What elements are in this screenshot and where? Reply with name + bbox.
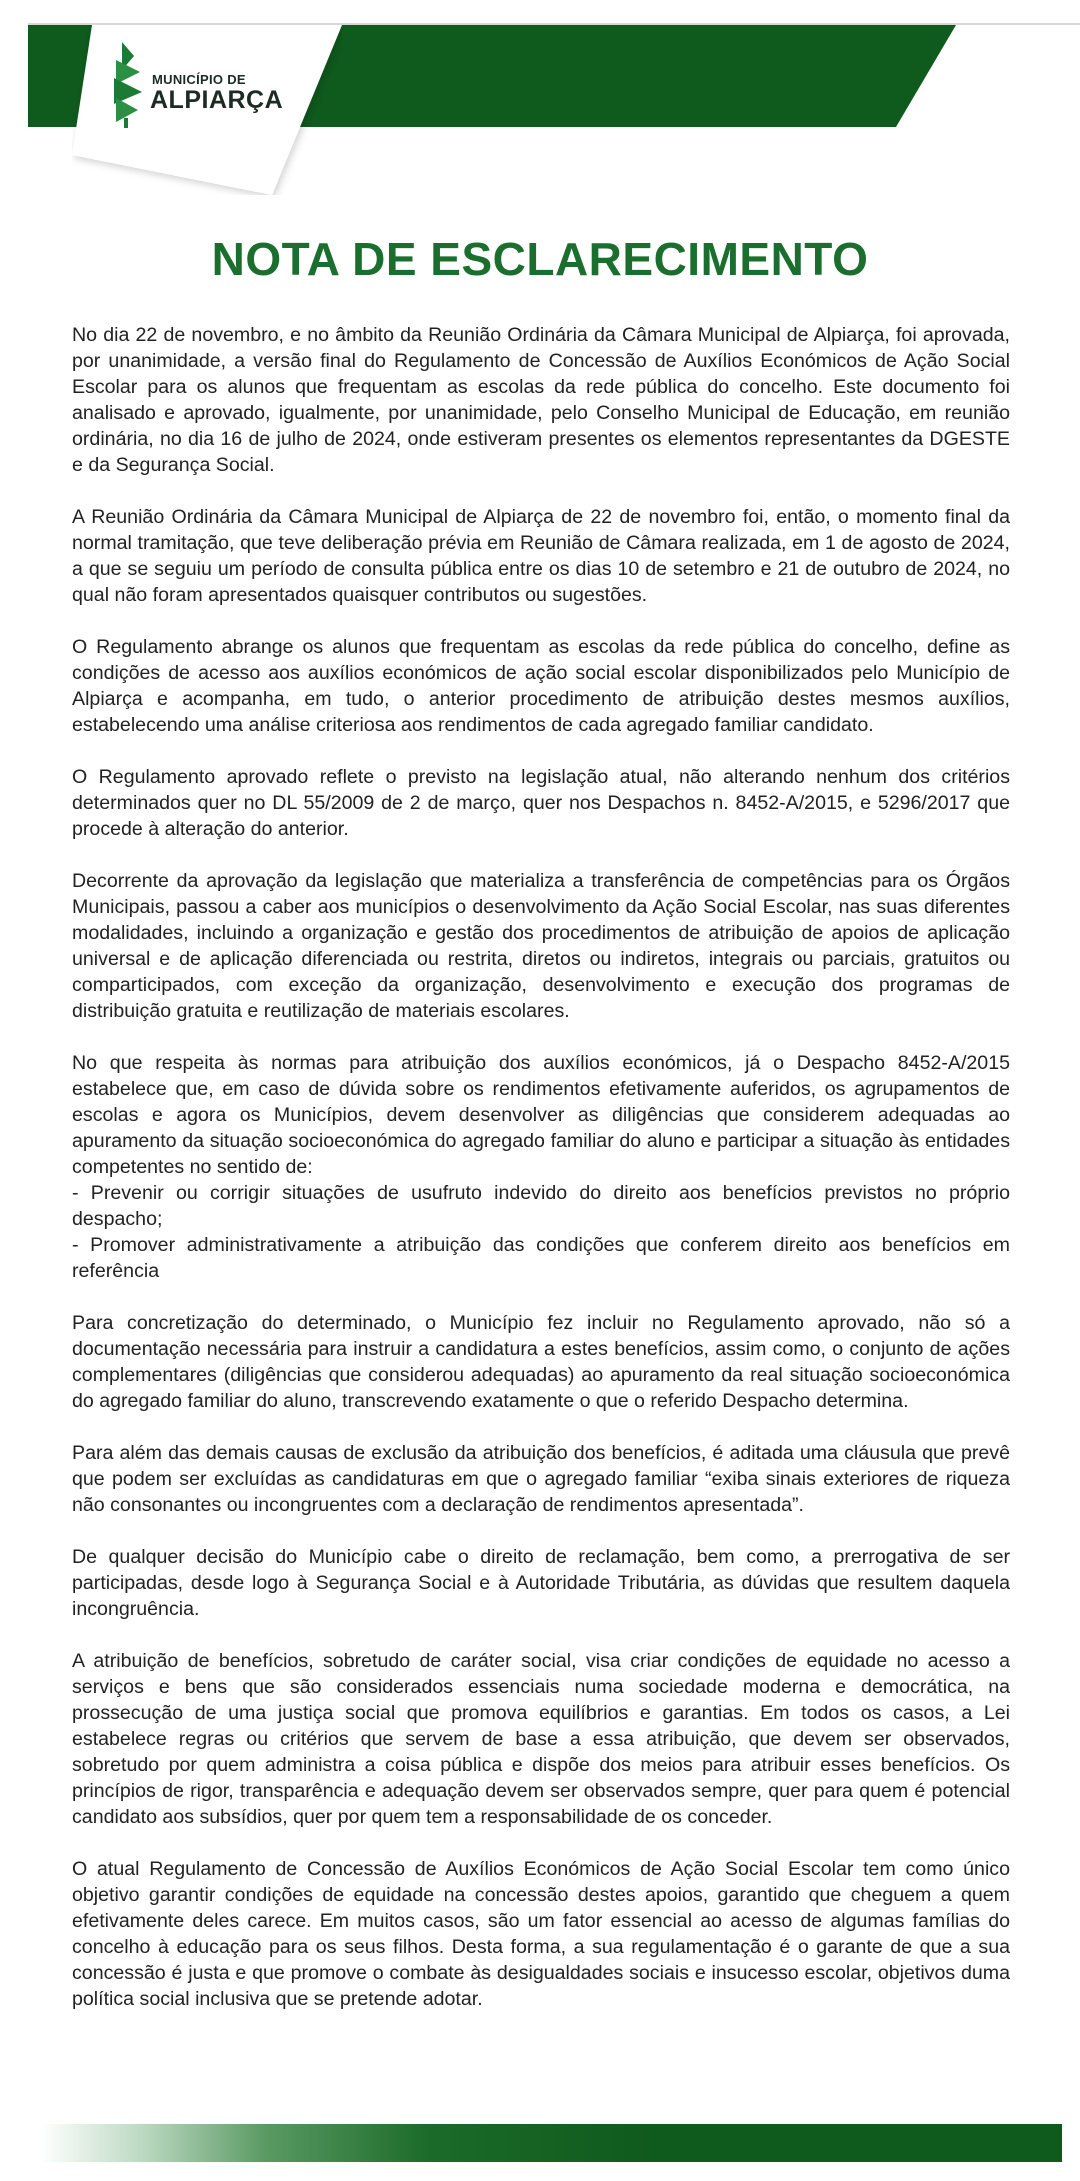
paragraph-complaint-right: De qualquer decisão do Município cabe o direito de reclamação, bem como, a prerrogativa de ser participadas, desde logo à Segurança Social e à Autoridade Tributária, as dúvidas que resultem daquela incongruência. (72, 1546, 1010, 1620)
logo-municipality-prefix: MUNICÍPIO DE (152, 72, 246, 87)
paragraph-norms: No que respeita às normas para atribuição dos auxílios económicos, já o Despacho 8452-A/2015 estabelece que, em caso de dúvida sobre os rendimentos efetivamente auferidos, os agrupamentos de escolas e agora os Municípios, devem desenvolver as diligências que considerem adequadas ao apuramento da situação socioeconómica do agregado familiar do aluno e participar a situação às entidades competentes no sentido de: - Prevenir ou corrigir situações de usufruto indevido do direito aos benefícios previstos no próprio despacho; - Promover administrativamente a atribuição das condições que conferem direito aos benefícios em referência (72, 1052, 1010, 1282)
paragraph-meeting-process: A Reunião Ordinária da Câmara Municipal de Alpiarça de 22 de novembro foi, então, o momento final da normal tramitação, que teve deliberação prévia em Reunião de Câmara realizada, em 1 de agosto de 2024, a que se seguiu um período de consulta pública entre os dias 10 de setembro e 21 de outubro de 2024, no qual não foram apresentados quaisquer contributos ou sugestões. (72, 506, 1010, 606)
paragraph-exclusion-clause: Para além das demais causas de exclusão da atribuição dos benefícios, é aditada uma cláusula que prevê que podem ser excluídas as candidaturas em que o agregado familiar “exiba sinais exteriores de riqueza não consonantes ou incongruentes com a declaração de rendimentos apresentada”. (72, 1442, 1010, 1516)
paragraph-legislation: O Regulamento aprovado reflete o previsto na legislação atual, não alterando nenhum dos critérios determinados quer no DL 55/2009 de 2 de março, quer nos Despachos n. 8452-A/2015, e 5296/2017 que procede à alteração do anterior. (72, 766, 1010, 840)
document-body (72, 322, 1010, 2038)
paragraph-scope: O Regulamento abrange os alunos que frequentam as escolas da rede pública do concelho, define as condições de acesso aos auxílios económicos de ação social escolar disponibilizados pelo Município de Alpiarça e acompanha, em tudo, o anterior procedimento de atribuição destes mesmos auxílios, estabelecendo uma análise criteriosa aos rendimentos de cada agregado familiar candidato. (72, 636, 1010, 736)
logo-municipality-name: ALPIARÇA (150, 86, 284, 114)
paragraph-competences: Decorrente da aprovação da legislação que materializa a transferência de competências para os Órgãos Municipais, passou a caber aos municípios o desenvolvimento da Ação Social Escolar, nas suas diferentes modalidades, incluindo a organização e gestão dos procedimentos de atribuição de apoios de aplicação universal e de aplicação diferenciada ou restrita, diretos ou indiretos, integrais ou parciais, gratuitos ou comparticipados, com exceção da organização, desenvolvimento e execução dos programas de distribuição gratuita e reutilização de materiais escolares. (72, 870, 1010, 1022)
municipality-logo-icon (112, 42, 148, 128)
paragraph-approval: No dia 22 de novembro, e no âmbito da Reunião Ordinária da Câmara Municipal de Alpiarça, foi aprovada, por unanimidade, a versão final do Regulamento de Concessão de Auxílios Económicos de Ação Social Escolar para os alunos que frequentam as escolas da rede pública do concelho. Este documento foi analisado e aprovado, igualmente, por unanimidade, pelo Conselho Municipal de Educação, em reunião ordinária, no dia 16 de julho de 2024, onde estiveram presentes os elementos representantes da DGESTE e da Segurança Social. (72, 324, 1010, 476)
paragraph-implementation: Para concretização do determinado, o Município fez incluir no Regulamento aprovado, não só a documentação necessária para instruir a candidatura a estes benefícios, assim como, o conjunto de ações complementares (diligências que considerou adequadas) ao apuramento da real situação socioeconómica do agregado familiar do aluno, transcrevendo exatamente o que o referido Despacho determina. (72, 1312, 1010, 1412)
footer-gradient-bar (40, 2124, 1062, 2162)
paragraph-equity-principles: A atribuição de benefícios, sobretudo de caráter social, visa criar condições de equidade no acesso a serviços e bens que são considerados essenciais numa sociedade moderna e democrática, na prossecução de uma justiça social que promova equilíbrios e garantias. Em todos os casos, a Lei estabelece regras ou critérios que servem de base a essa atribuição, que devem ser observados, sobretudo por quem administra a coisa pública e dispõe dos meios para atribuir esses benefícios. Os princípios de rigor, transparência e adequação devem ser observados sempre, quer para quem é potencial candidato aos subsídios, quer por quem tem a responsabilidade de os conceder. (72, 1650, 1010, 1828)
document-title: NOTA DE ESCLARECIMENTO (211, 233, 869, 285)
paragraph-conclusion: O atual Regulamento de Concessão de Auxílios Económicos de Ação Social Escolar tem como único objetivo garantir condições de equidade na concessão destes apoios, garantido que cheguem a quem efetivamente deles carece. Em muitos casos, são um fator essencial ao acesso de algumas famílias do concelho à educação para os seus filhos. Desta forma, a sua regulamentação é o garante de que a sua concessão é justa e que promove o combate às desigualdades sociais e insucesso escolar, objetivos duma política social inclusiva que se pretende adotar. (72, 1858, 1010, 2010)
